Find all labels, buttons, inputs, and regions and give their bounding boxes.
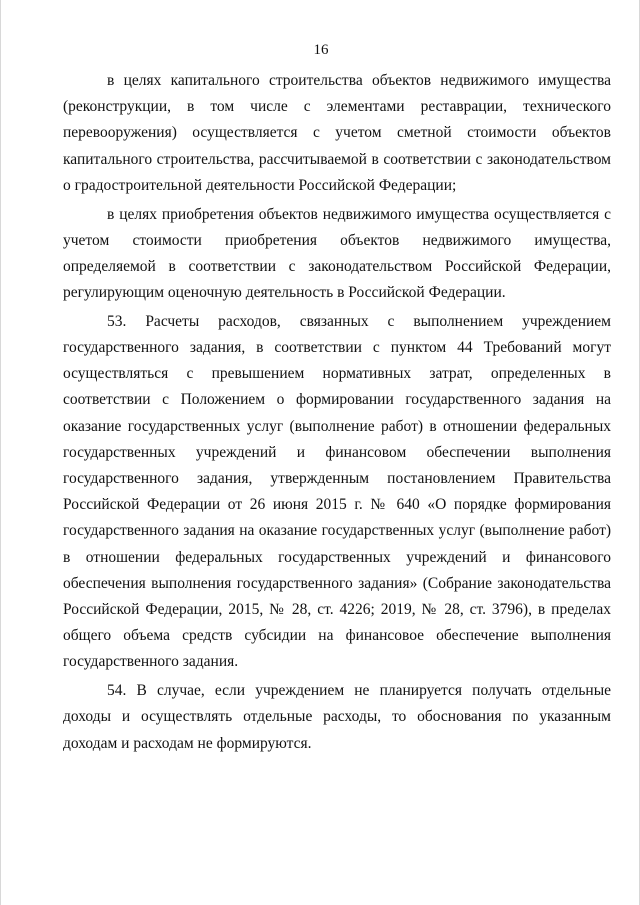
page-number: 16 [313, 42, 329, 58]
paragraph-54: 54. В случае, если учреждением не планируется получать отдельные доходы и осуществлять отдельные расходы, то обоснования по указанным доходам и расходам не формируются. [63, 682, 611, 752]
paragraph-capital-construction: в целях капитального строительства объектов недвижимого имущества (реконструкции, в том числе с элементами реставрации, технического перевооружения) осуществляется с учетом сметной стоимости объектов капитального строительства, рассчитываемой в соответствии с законодательством о градостроительной деятельности Российской Федерации; [63, 72, 611, 194]
paragraph-53: 53. Расчеты расходов, связанных с выполнением учреждением государственного задания, в соответствии с пунктом 44 Требований могут осуществляться с превышением нормативных затрат, определенных в соответствии с Положением о формировании государственного задания на оказание государственных услуг (выполнение работ) в отношении федеральных государственных учреждений и финансовом обеспечении выполнения государственного задания, утвержденным постановлением Правительства Российской Федерации от 26 июня 2015 г. № 640 «О порядке формирования государственного задания на оказание государственных услуг (выполнение работ) в отношении федеральных государственных учреждений и финансового обеспечения выполнения государственного задания» (Собрание законодательства Российской Федерации, 2015, № 28, ст. 4226; 2019, № 28, ст. 3796), в пределах общего объема средств субсидии на финансовое обеспечение выполнения государственного задания. [63, 312, 611, 671]
document-body [63, 68, 611, 759]
paragraph-property-acquisition: в целях приобретения объектов недвижимого имущества осуществляется с учетом стоимости приобретения объектов недвижимого имущества, определяемой в соответствии с законодательством Российской Федерации, регулирующим оценочную деятельность в Российской Федерации. [63, 205, 611, 302]
